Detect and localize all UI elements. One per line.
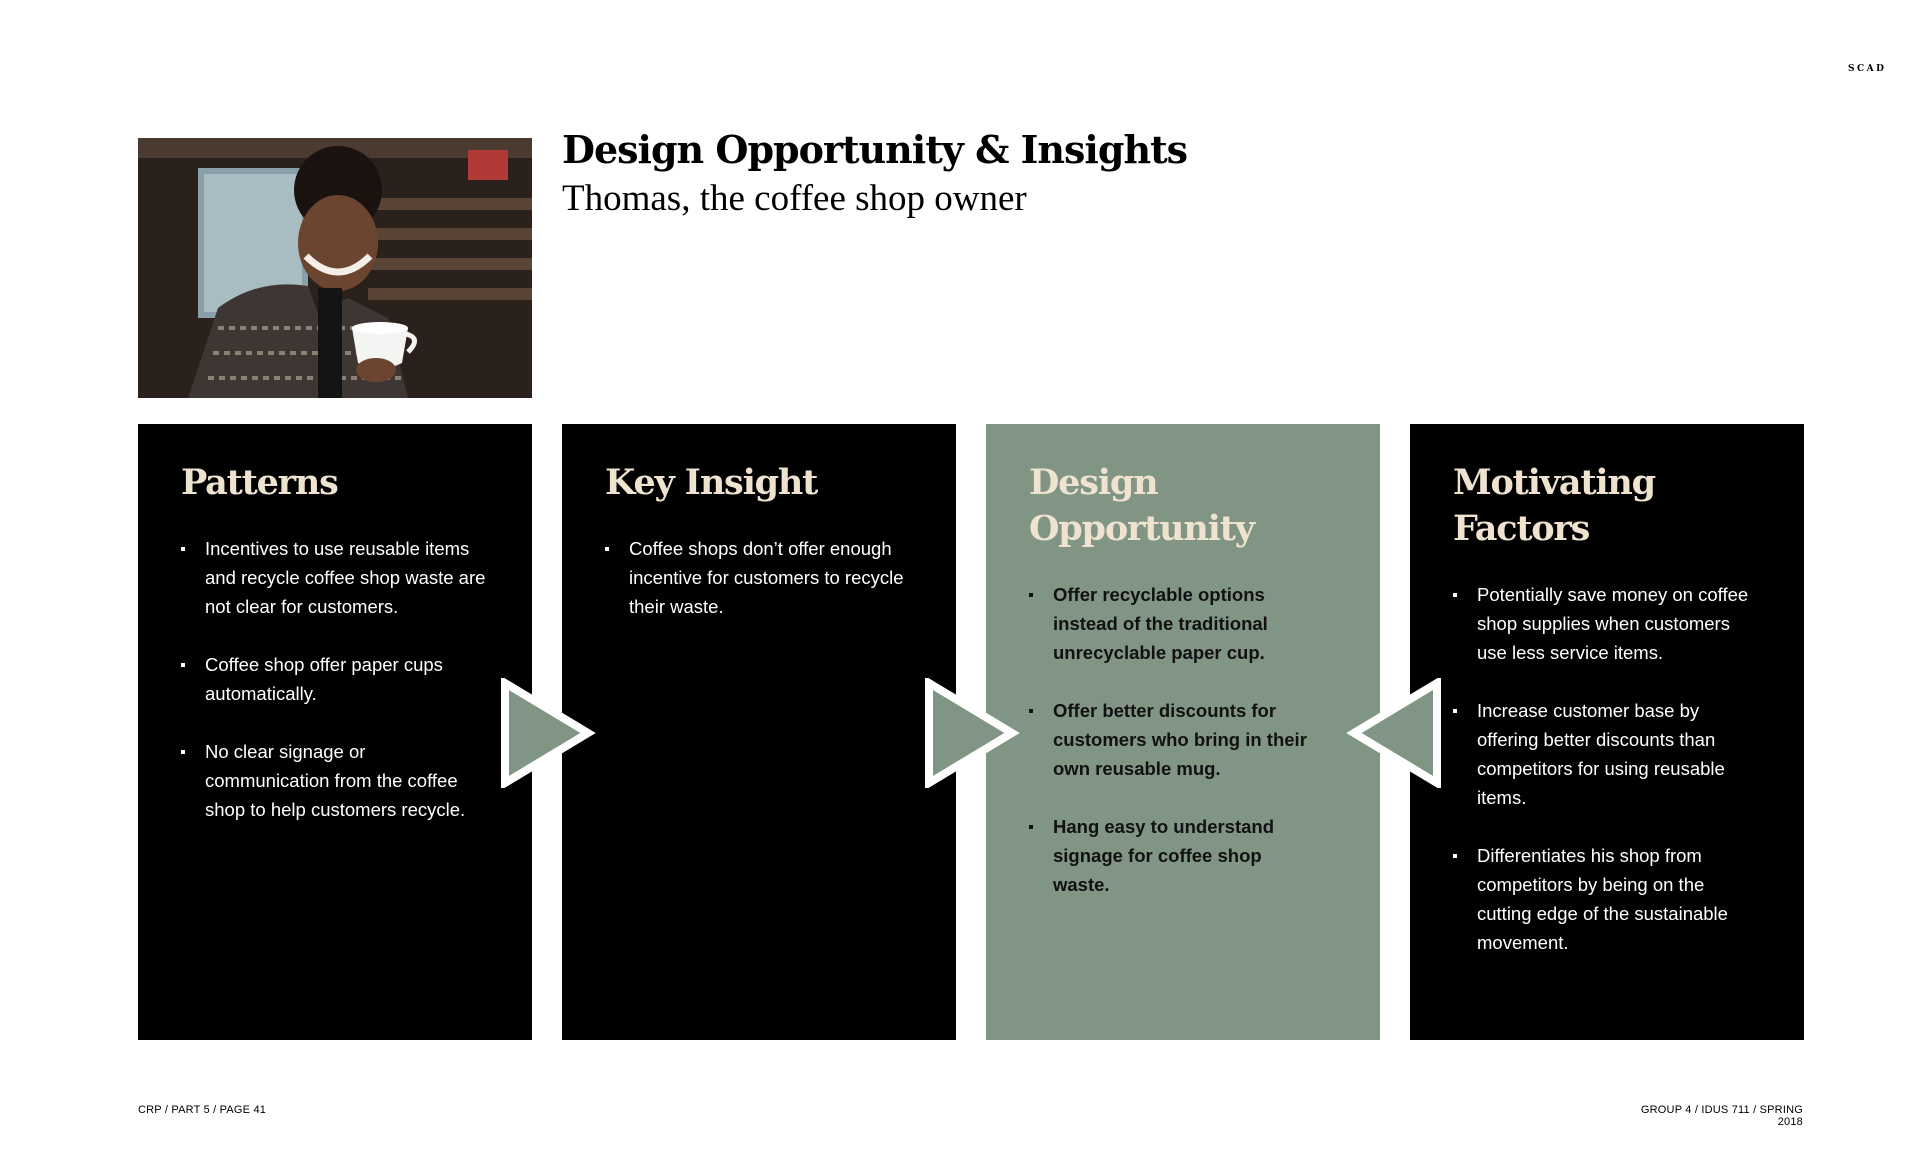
list-item: Hang easy to understand signage for coffee shop waste. [1029,812,1320,899]
panel-title-design-opportunity: Design Opportunity [1029,462,1254,549]
list-item: Offer better discounts for customers who bring in their own reusable mug. [1029,696,1320,783]
list-item: Offer recyclable options instead of the traditional unrecyclable paper cup. [1029,580,1320,667]
panel-key-insight [562,424,956,1040]
arrow-right-icon [500,678,596,788]
panel-patterns [138,424,532,1040]
list-item: No clear signage or communication from the coffee shop to help customers recycle. [181,737,492,824]
photo-illustration [138,138,532,398]
scad-logo: SCAD [1848,64,1887,74]
key-insight-list [605,534,916,621]
list-item: Incentives to use reusable items and recycle coffee shop waste are not clear for customers. [181,534,492,621]
footer-left: CRP / PART 5 / PAGE 41 [138,1104,267,1116]
list-item: Differentiates his shop from competitors by being on the cutting edge of the sustainable movement. [1453,841,1762,957]
design-opportunity-list [1029,580,1320,899]
panel-design-opportunity [986,424,1380,1040]
list-item: Coffee shops don’t offer enough incentive for customers to recycle their waste. [605,534,916,621]
motivating-factors-list [1453,580,1762,957]
page-subtitle: Thomas, the coffee shop owner [562,178,1027,219]
patterns-list [181,534,492,824]
footer-right: GROUP 4 / IDUS 711 / SPRING 2018 [1640,1104,1803,1128]
panel-motivating-factors [1410,424,1804,1040]
list-item: Increase customer base by offering better discounts than competitors for using reusable items. [1453,696,1762,812]
list-item: Coffee shop offer paper cups automatically. [181,650,492,708]
panel-title-patterns: Patterns [181,462,338,503]
arrow-right-icon [924,678,1020,788]
panel-title-key-insight: Key Insight [605,462,818,503]
arrow-left-icon [1346,678,1442,788]
page-title: Design Opportunity & Insights [562,127,1188,172]
coffee-shop-owner-photo [138,138,532,398]
panel-title-motivating-factors: Motivating Factors [1453,462,1655,549]
list-item: Potentially save money on coffee shop supplies when customers use less service items. [1453,580,1762,667]
